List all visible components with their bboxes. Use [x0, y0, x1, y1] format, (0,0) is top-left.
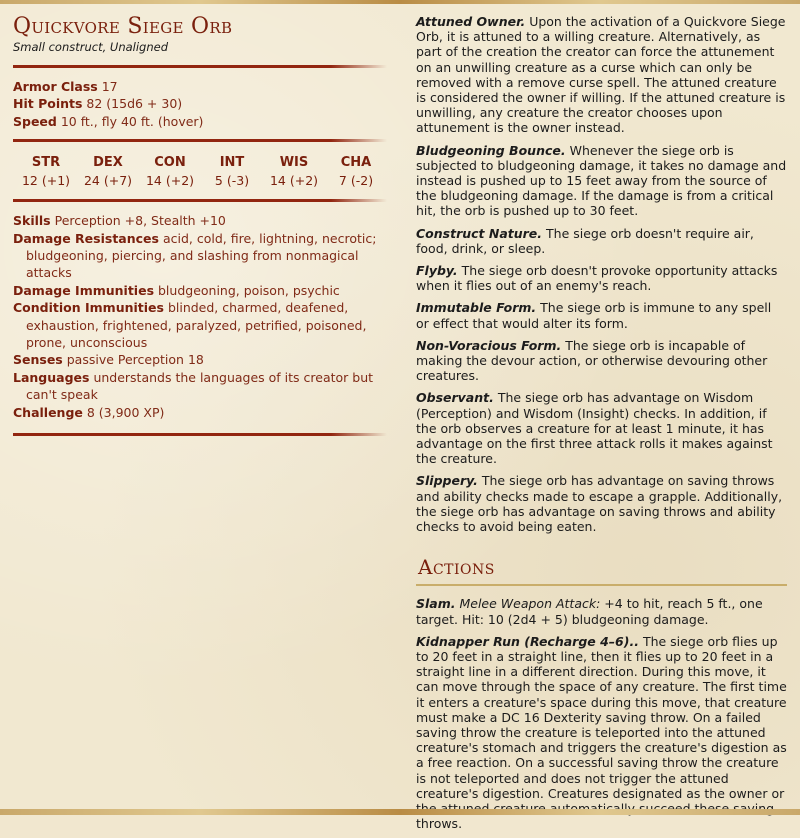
- page-bottom-border: [0, 809, 800, 815]
- trait-name: Slippery.: [416, 473, 478, 489]
- trait-text: The siege orb is immune to any spell or effect that would alter its form.: [416, 300, 772, 331]
- trait-text: Whenever the siege orb is subjected to bludgeoning damage, it takes no damage and instead is pushed up to 15 feet away from the source of the bludgeoning damage. If the damage is from a critical hit, the orb is pushed up to 30 feet.: [416, 142, 787, 219]
- speed-value: 10 ft., fly 40 ft. (hover): [60, 113, 204, 129]
- trait-name: Flyby.: [416, 263, 458, 279]
- trait-name: Attuned Owner.: [416, 14, 526, 29]
- ability-scores: [15, 154, 387, 189]
- skills-value: Perception +8, Stealth +10: [54, 213, 226, 229]
- trait-text: The siege orb is incapable of making the devour action, or otherwise devouring other creatures.: [416, 337, 768, 384]
- hit-points-label: Hit Points: [13, 96, 83, 112]
- action-text: +4 to hit, reach 5 ft., one target. Hit: 10 (2d4 + 5) bludgeoning damage.: [416, 596, 763, 627]
- ability-score: 24 (+7): [83, 173, 133, 189]
- damage-resistances-value: acid, cold, fire, lightning, necrotic; bludgeoning, piercing, and slashing from nonmagical attacks: [26, 230, 377, 281]
- damage-immunities-row: [13, 282, 387, 299]
- armor-class-value: 17: [101, 79, 118, 94]
- ability-name: INT: [219, 155, 245, 171]
- ability-str: [15, 154, 77, 189]
- divider: [13, 199, 387, 202]
- ability-wis: [263, 154, 325, 189]
- ability-name: DEX: [93, 155, 123, 171]
- damage-resistances-label: Damage Resistances: [13, 230, 159, 246]
- ability-dex: [77, 154, 139, 189]
- condition-immunities-row: [13, 299, 387, 351]
- damage-resistances-row: [13, 230, 387, 282]
- action-attack-type: Melee Weapon Attack:: [459, 596, 601, 612]
- skills-row: [13, 212, 387, 229]
- condition-immunities-value: blinded, charmed, deafened, exhaustion, frightened, paralyzed, petrified, poisoned, prone, unconscious: [26, 300, 367, 351]
- trait-text: The siege orb has advantage on saving throws and ability checks made to escape a grapple. Additionally, the siege orb has advantage on saving throws and ability checks to avoid being eaten.: [416, 473, 783, 535]
- trait-text: Upon the activation of a Quickvore Siege Orb, it is attuned to a willing creature. Alternatively, as part of the creation the creator can force the attunement on an unwilling creature as a curse which can only be removed with a remove curse spell. The attuned creature is considered the owner if willing. If the attuned creature is unwilling, any creature the creator chooses upon attunement is the owner instead.: [416, 14, 786, 136]
- ability-score: 5 (-3): [214, 173, 250, 189]
- languages-label: Languages: [13, 369, 90, 385]
- ability-cha: [325, 154, 387, 189]
- action-item: [416, 634, 787, 832]
- trait-item: [416, 226, 787, 256]
- hit-points-value: 82 (15d6 + 30): [86, 96, 183, 112]
- ability-score: 7 (-2): [338, 173, 374, 189]
- speed-row: [13, 113, 387, 130]
- details-block: [13, 212, 387, 421]
- trait-item: [416, 473, 787, 534]
- divider: [13, 65, 387, 68]
- action-name: Slam.: [416, 596, 456, 612]
- ability-score: 12 (+1): [21, 173, 71, 189]
- actions-divider: [416, 584, 787, 586]
- divider: [13, 433, 387, 436]
- languages-value: understands the languages of its creator but can't speak: [26, 369, 374, 403]
- trait-item: [416, 300, 787, 330]
- damage-immunities-value: bludgeoning, poison, psychic: [158, 282, 340, 298]
- action-name: Kidnapper Run (Recharge 4–6)..: [416, 633, 639, 649]
- ability-name: STR: [31, 155, 61, 171]
- ability-name: CHA: [340, 155, 372, 171]
- trait-name: Observant.: [416, 390, 494, 406]
- traits-list: [416, 14, 787, 534]
- core-stats: [13, 78, 387, 130]
- damage-immunities-label: Damage Immunities: [13, 282, 155, 298]
- trait-name: Immutable Form.: [416, 300, 537, 316]
- trait-name: Bludgeoning Bounce.: [416, 142, 566, 158]
- condition-immunities-label: Condition Immunities: [13, 300, 164, 316]
- ability-con: [139, 154, 201, 189]
- hit-points-row: [13, 95, 387, 112]
- trait-item: [416, 14, 787, 136]
- actions-heading: Actions: [418, 555, 495, 580]
- trait-item: [416, 390, 787, 466]
- senses-value: passive Perception 18: [66, 352, 204, 368]
- challenge-label: Challenge: [13, 404, 83, 420]
- speed-label: Speed: [13, 113, 57, 129]
- action-item: [416, 596, 787, 626]
- challenge-row: [13, 404, 387, 421]
- armor-class-row: [13, 78, 387, 95]
- ability-score: 14 (+2): [145, 173, 195, 189]
- actions-list: [416, 596, 787, 831]
- senses-row: [13, 351, 387, 368]
- armor-class-label: Armor Class: [13, 79, 98, 94]
- trait-text: The siege orb doesn't provoke opportunity attacks when it flies out of an enemy's reach.: [416, 263, 778, 294]
- trait-name: Non-Voracious Form.: [416, 337, 562, 353]
- ability-name: CON: [154, 155, 186, 171]
- trait-item: [416, 143, 787, 219]
- ability-name: WIS: [279, 155, 309, 171]
- monster-meta: Small construct, Unaligned: [13, 40, 169, 54]
- action-text: The siege orb flies up to 20 feet in a straight line, then it flies up to 20 feet in a straight line in a different direction. During this move, it can move through the space of any creature. The first time it enters a creature's space during this move, that creature must make a DC 16 Dexterity saving throw. On a failed saving throw the creature is teleported into the attuned creature's stomach and triggers the creature's digestion as a free reaction. On a successful saving throw the creature is not teleported and does not trigger the attuned creature's digestion. Creatures designated as the owner or throws.: [416, 633, 787, 832]
- challenge-value: 8 (3,900 XP): [86, 404, 165, 420]
- trait-name: Construct Nature.: [416, 225, 543, 241]
- trait-text: The siege orb has advantage on Wisdom (Perception) and Wisdom (Insight) checks. In addition, if the orb observes a creature for at least 1 minute, it has advantage on the first three attack rolls it makes against the creature.: [416, 390, 773, 467]
- left-column: [13, 14, 387, 436]
- ability-score: 14 (+2): [269, 173, 319, 189]
- trait-item: [416, 263, 787, 293]
- senses-label: Senses: [13, 352, 63, 368]
- page-top-border: [0, 0, 800, 4]
- ability-int: [201, 154, 263, 189]
- right-column: [416, 14, 787, 838]
- languages-row: [13, 369, 387, 404]
- trait-text: The siege orb doesn't require air, food, drink, or sleep.: [416, 225, 754, 256]
- trait-item: [416, 338, 787, 384]
- divider: [13, 139, 387, 142]
- monster-name: Quickvore Siege Orb: [13, 14, 233, 39]
- skills-label: Skills: [13, 213, 51, 229]
